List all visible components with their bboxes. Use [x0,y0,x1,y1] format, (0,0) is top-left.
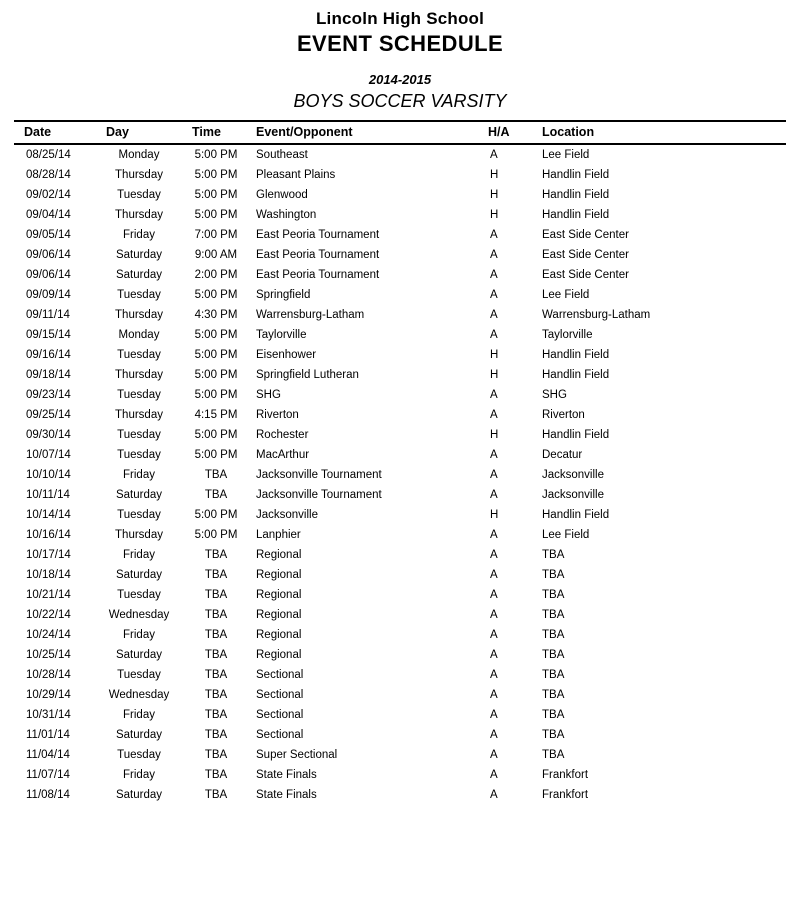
cell-time: TBA [204,609,228,621]
cell-event: Sectional [256,669,304,681]
cell-ha: A [490,769,498,781]
table-row [14,725,786,745]
cell-time: TBA [204,769,228,781]
cell-date: 10/10/14 [26,469,71,481]
cell-event: Regional [256,649,302,661]
cell-day: Friday [123,629,155,641]
cell-event: Regional [256,609,302,621]
cell-ha: A [490,269,498,281]
cell-event: Springfield Lutheran [256,369,359,381]
table-row [14,465,786,485]
cell-date: 11/07/14 [26,769,70,781]
cell-day: Tuesday [117,509,161,521]
cell-time: 5:00 PM [194,329,238,341]
cell-time: 5:00 PM [194,149,238,161]
cell-time: 7:00 PM [194,229,238,241]
cell-day: Tuesday [117,749,161,761]
table-row [14,765,786,785]
page-title: EVENT SCHEDULE [296,31,504,56]
cell-event: Regional [256,549,302,561]
cell-date: 08/25/14 [26,149,71,161]
table-row [14,525,786,545]
cell-location: Warrensburg-Latham [542,309,651,321]
cell-ha: A [490,449,498,461]
cell-time: 4:30 PM [194,309,238,321]
column-header-time: Time [186,122,246,144]
cell-event: Rochester [256,429,309,441]
cell-ha: A [490,529,498,541]
cell-day: Thursday [115,529,163,541]
cell-ha: A [490,569,498,581]
cell-event: Regional [256,589,302,601]
cell-ha: A [490,409,498,421]
cell-day: Wednesday [108,609,170,621]
cell-ha: H [490,349,499,361]
cell-time: 5:00 PM [194,509,238,521]
cell-date: 10/16/14 [26,529,71,541]
cell-ha: A [490,229,498,241]
table-row [14,225,786,245]
cell-day: Thursday [115,369,163,381]
cell-date: 09/11/14 [26,309,70,321]
cell-ha: H [490,169,499,181]
cell-time: 5:00 PM [194,449,238,461]
cell-location: Decatur [542,449,583,461]
cell-time: 5:00 PM [194,349,238,361]
cell-location: Frankfort [542,789,589,801]
table-row [14,144,786,165]
cell-location: Lee Field [542,289,590,301]
cell-time: TBA [204,489,228,501]
cell-location: SHG [542,389,567,401]
cell-time: 5:00 PM [194,209,238,221]
cell-location: Handlin Field [542,209,610,221]
cell-day: Thursday [115,409,163,421]
cell-date: 10/07/14 [26,449,71,461]
table-row [14,285,786,305]
cell-event: Jacksonville [256,509,318,521]
cell-time: 2:00 PM [194,269,238,281]
cell-location: TBA [542,569,565,581]
table-row [14,425,786,445]
cell-time: TBA [204,669,228,681]
table-header-row [14,122,786,144]
cell-time: TBA [204,709,228,721]
cell-date: 10/11/14 [26,489,70,501]
cell-day: Saturday [115,249,163,261]
cell-ha: A [490,549,498,561]
cell-date: 09/25/14 [26,409,71,421]
table-row [14,545,786,565]
cell-location: TBA [542,589,565,601]
cell-location: East Side Center [542,249,629,261]
cell-day: Friday [123,549,155,561]
cell-event: Washington [256,209,317,221]
cell-ha: A [490,729,498,741]
cell-location: Handlin Field [542,509,610,521]
cell-date: 08/28/14 [26,169,71,181]
sport-label: BOYS SOCCER VARSITY [293,91,507,111]
cell-ha: A [490,389,498,401]
table-row [14,345,786,365]
cell-ha: A [490,589,498,601]
cell-day: Tuesday [117,669,161,681]
cell-location: TBA [542,749,565,761]
cell-date: 09/06/14 [26,249,71,261]
table-row [14,365,786,385]
table-row [14,305,786,325]
cell-day: Saturday [115,789,163,801]
cell-location: Taylorville [542,329,593,341]
cell-time: 5:00 PM [194,289,238,301]
cell-event: SHG [256,389,281,401]
column-header-day: Day [92,122,186,144]
cell-ha: A [490,789,498,801]
cell-date: 09/15/14 [26,329,71,341]
cell-day: Saturday [115,489,163,501]
table-row [14,785,786,805]
table-row [14,565,786,585]
cell-event: Taylorville [256,329,307,341]
table-row [14,705,786,725]
cell-ha: H [490,209,499,221]
cell-location: Handlin Field [542,429,610,441]
cell-time: TBA [204,649,228,661]
cell-event: Southeast [256,149,308,161]
cell-ha: H [490,369,499,381]
cell-ha: H [490,429,499,441]
cell-ha: A [490,289,498,301]
cell-location: TBA [542,629,565,641]
cell-day: Saturday [115,269,163,281]
cell-date: 09/16/14 [26,349,71,361]
cell-location: TBA [542,689,565,701]
cell-day: Tuesday [117,449,161,461]
cell-location: Handlin Field [542,369,610,381]
cell-date: 10/29/14 [26,689,71,701]
table-row [14,265,786,285]
cell-ha: A [490,649,498,661]
cell-location: TBA [542,669,565,681]
cell-date: 10/24/14 [26,629,71,641]
cell-location: TBA [542,709,565,721]
cell-time: TBA [204,629,228,641]
cell-event: East Peoria Tournament [256,229,380,241]
cell-event: Sectional [256,689,304,701]
cell-event: East Peoria Tournament [256,249,380,261]
season-label: 2014-2015 [368,72,432,87]
table-row [14,485,786,505]
cell-time: 5:00 PM [194,169,238,181]
cell-day: Monday [118,149,160,161]
cell-event: Super Sectional [256,749,338,761]
cell-day: Friday [123,229,155,241]
cell-time: 5:00 PM [194,529,238,541]
cell-ha: A [490,329,498,341]
cell-ha: A [490,309,498,321]
cell-event: Pleasant Plains [256,169,336,181]
cell-date: 09/06/14 [26,269,71,281]
cell-location: East Side Center [542,269,629,281]
cell-date: 10/25/14 [26,649,71,661]
cell-day: Thursday [115,309,163,321]
cell-event: Warrensburg-Latham [256,309,365,321]
cell-event: Lanphier [256,529,301,541]
cell-event: Sectional [256,729,304,741]
cell-ha: H [490,509,499,521]
cell-ha: A [490,489,498,501]
cell-ha: H [490,189,499,201]
cell-time: 4:15 PM [194,409,238,421]
table-row [14,445,786,465]
cell-date: 09/05/14 [26,229,71,241]
table-row [14,385,786,405]
table-row [14,685,786,705]
cell-event: Eisenhower [256,349,317,361]
cell-ha: A [490,669,498,681]
table-row [14,325,786,345]
cell-location: TBA [542,549,565,561]
table-row [14,505,786,525]
column-header-location: Location [532,122,786,144]
cell-location: Handlin Field [542,189,610,201]
cell-day: Wednesday [108,689,170,701]
cell-event: Regional [256,629,302,641]
cell-time: TBA [204,749,228,761]
cell-date: 09/30/14 [26,429,71,441]
cell-day: Tuesday [117,389,161,401]
cell-day: Saturday [115,729,163,741]
cell-location: Riverton [542,409,585,421]
cell-day: Tuesday [117,429,161,441]
cell-location: Jacksonville [542,469,604,481]
cell-day: Friday [123,769,155,781]
table-row [14,245,786,265]
cell-event: Springfield [256,289,311,301]
cell-event: Glenwood [256,189,308,201]
cell-date: 10/22/14 [26,609,71,621]
cell-event: State Finals [256,769,317,781]
cell-ha: A [490,609,498,621]
cell-event: State Finals [256,789,317,801]
table-row [14,625,786,645]
cell-date: 10/18/14 [26,569,71,581]
cell-ha: A [490,689,498,701]
cell-time: 5:00 PM [194,189,238,201]
cell-time: 5:00 PM [194,429,238,441]
cell-location: Frankfort [542,769,589,781]
cell-location: TBA [542,729,565,741]
cell-day: Thursday [115,209,163,221]
cell-day: Saturday [115,569,163,581]
cell-date: 09/02/14 [26,189,71,201]
cell-ha: A [490,149,498,161]
cell-event: Sectional [256,709,304,721]
table-row [14,165,786,185]
cell-location: Jacksonville [542,489,604,501]
cell-day: Thursday [115,169,163,181]
cell-event: Riverton [256,409,299,421]
schedule-table [14,122,786,805]
cell-time: TBA [204,729,228,741]
cell-time: TBA [204,689,228,701]
cell-ha: A [490,249,498,261]
cell-date: 10/17/14 [26,549,71,561]
cell-date: 10/28/14 [26,669,71,681]
cell-time: TBA [204,789,228,801]
table-row [14,745,786,765]
cell-time: TBA [204,549,228,561]
table-row [14,605,786,625]
cell-date: 10/14/14 [26,509,71,521]
cell-day: Friday [123,709,155,721]
cell-event: Jacksonville Tournament [256,489,382,501]
cell-date: 10/21/14 [26,589,71,601]
cell-day: Monday [118,329,160,341]
column-header-ha: H/A [488,122,532,144]
cell-location: Lee Field [542,529,590,541]
table-row [14,585,786,605]
cell-location: Handlin Field [542,169,610,181]
cell-location: East Side Center [542,229,629,241]
table-row [14,405,786,425]
document-header [14,8,786,112]
cell-date: 09/09/14 [26,289,71,301]
cell-event: Regional [256,569,302,581]
cell-ha: A [490,469,498,481]
cell-time: 9:00 AM [194,249,238,261]
cell-time: 5:00 PM [194,389,238,401]
table-row [14,645,786,665]
table-row [14,185,786,205]
cell-time: TBA [204,569,228,581]
cell-ha: A [490,629,498,641]
cell-date: 11/04/14 [26,749,70,761]
table-row [14,665,786,685]
cell-event: MacArthur [256,449,310,461]
cell-day: Friday [123,469,155,481]
cell-day: Tuesday [117,589,161,601]
cell-location: Lee Field [542,149,590,161]
cell-date: 09/04/14 [26,209,71,221]
cell-date: 09/18/14 [26,369,71,381]
cell-location: TBA [542,609,565,621]
cell-time: TBA [204,469,228,481]
column-header-date: Date [14,122,92,144]
school-name: Lincoln High School [315,9,485,28]
cell-location: Handlin Field [542,349,610,361]
cell-day: Tuesday [117,289,161,301]
cell-date: 11/01/14 [26,729,70,741]
cell-day: Tuesday [117,349,161,361]
cell-day: Saturday [115,649,163,661]
table-row [14,205,786,225]
cell-date: 11/08/14 [26,789,70,801]
cell-day: Tuesday [117,189,161,201]
cell-location: TBA [542,649,565,661]
cell-event: Jacksonville Tournament [256,469,382,481]
cell-ha: A [490,749,498,761]
cell-time: TBA [204,589,228,601]
cell-time: 5:00 PM [194,369,238,381]
cell-date: 09/23/14 [26,389,71,401]
cell-ha: A [490,709,498,721]
cell-event: East Peoria Tournament [256,269,380,281]
column-header-event: Event/Opponent [246,122,488,144]
cell-date: 10/31/14 [26,709,71,721]
